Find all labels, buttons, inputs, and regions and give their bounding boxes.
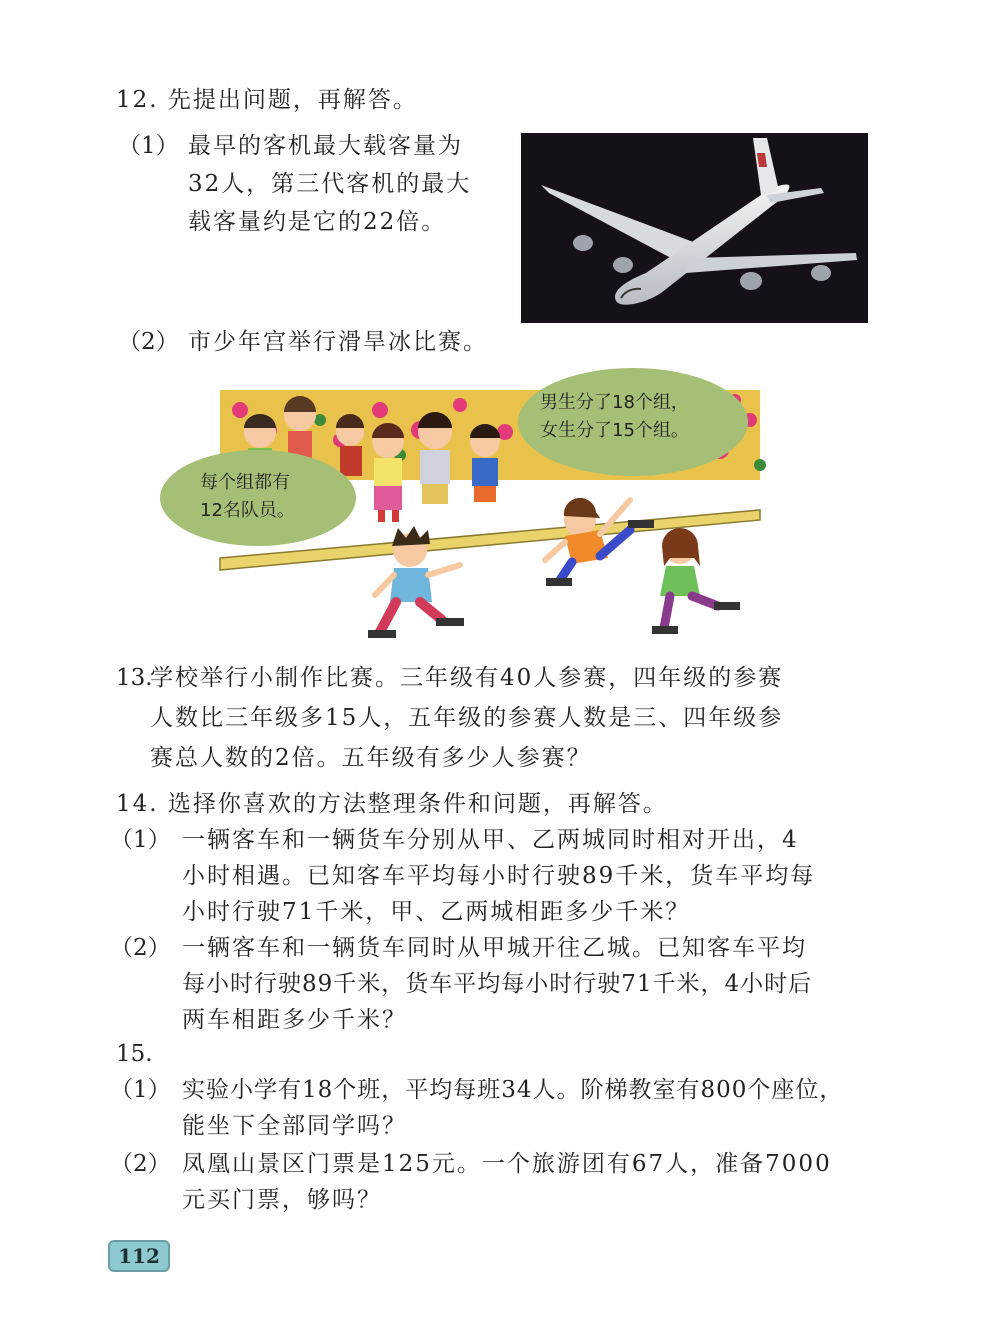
q12-part1-number: （1） bbox=[118, 133, 179, 159]
bubble-members-line2: 12名队员。 bbox=[200, 500, 295, 521]
q15-part2-line1: 凤凰山景区门票是125元。一个旅游团有67人，准备7000 bbox=[182, 1151, 832, 1177]
q14-part1-line1: 一辆客车和一辆货车分别从甲、乙两城同时相对开出，4 bbox=[182, 827, 799, 853]
q14-part2-line3: 两车相距多少千米？ bbox=[182, 1007, 407, 1033]
q13-line1: 学校举行小制作比赛。三年级有40人参赛，四年级的参赛 bbox=[150, 665, 784, 691]
bubble-members-line1: 每个组都有 bbox=[200, 472, 290, 493]
q12-part2-number: （2） bbox=[118, 329, 179, 355]
q12-part1-line1: 最早的客机最大载客量为 bbox=[188, 133, 463, 159]
q15-part2-line2: 元买门票，够吗？ bbox=[182, 1187, 382, 1213]
speech-bubble-groups bbox=[518, 368, 748, 476]
bubble-groups-line2: 女生分了15个组。 bbox=[540, 420, 689, 441]
q15-part1-line2: 能坐下全部同学吗？ bbox=[182, 1113, 407, 1139]
q13-line3: 赛总人数的2倍。五年级有多少人参赛？ bbox=[150, 745, 592, 771]
q15-number: 15. bbox=[116, 1041, 153, 1067]
speech-bubble-members bbox=[160, 450, 356, 546]
q14-part2-line2: 每小时行驶89千米，货车平均每小时行驶71千米，4小时后 bbox=[182, 971, 813, 997]
q12-part2-text: 市少年宫举行滑旱冰比赛。 bbox=[188, 329, 488, 355]
q12-title: 12. 先提出问题，再解答。 bbox=[116, 87, 418, 113]
q14-part1-line2: 小时相遇。已知客车平均每小时行驶89千米，货车平均每 bbox=[182, 863, 816, 889]
q14-part1-number: （1） bbox=[110, 827, 171, 853]
bubble-groups-line1: 男生分了18个组， bbox=[540, 392, 689, 413]
q13-line2: 人数比三年级多15人，五年级的参赛人数是三、四年级参 bbox=[150, 705, 784, 731]
q14-part2-line1: 一辆客车和一辆货车同时从甲城开往乙城。已知客车平均 bbox=[182, 935, 807, 961]
q14-part2-number: （2） bbox=[110, 935, 171, 961]
airliner-photo bbox=[521, 133, 868, 323]
q13-number: 13. bbox=[116, 665, 153, 691]
q15-part1-number: （1） bbox=[110, 1077, 171, 1103]
page-number: 112 bbox=[108, 1240, 170, 1272]
q14-title: 14. 选择你喜欢的方法整理条件和问题，再解答。 bbox=[116, 791, 668, 817]
q15-part2-number: （2） bbox=[110, 1151, 171, 1177]
q15-part1-line1: 实验小学有18个班，平均每班34人。阶梯教室有800个座位， bbox=[182, 1077, 844, 1103]
q12-part1-line3: 载客量约是它的22倍。 bbox=[188, 209, 447, 235]
q12-part1-line2: 32人，第三代客机的最大 bbox=[188, 171, 472, 197]
q14-part1-line3: 小时行驶71千米，甲、乙两城相距多少千米？ bbox=[182, 899, 691, 925]
